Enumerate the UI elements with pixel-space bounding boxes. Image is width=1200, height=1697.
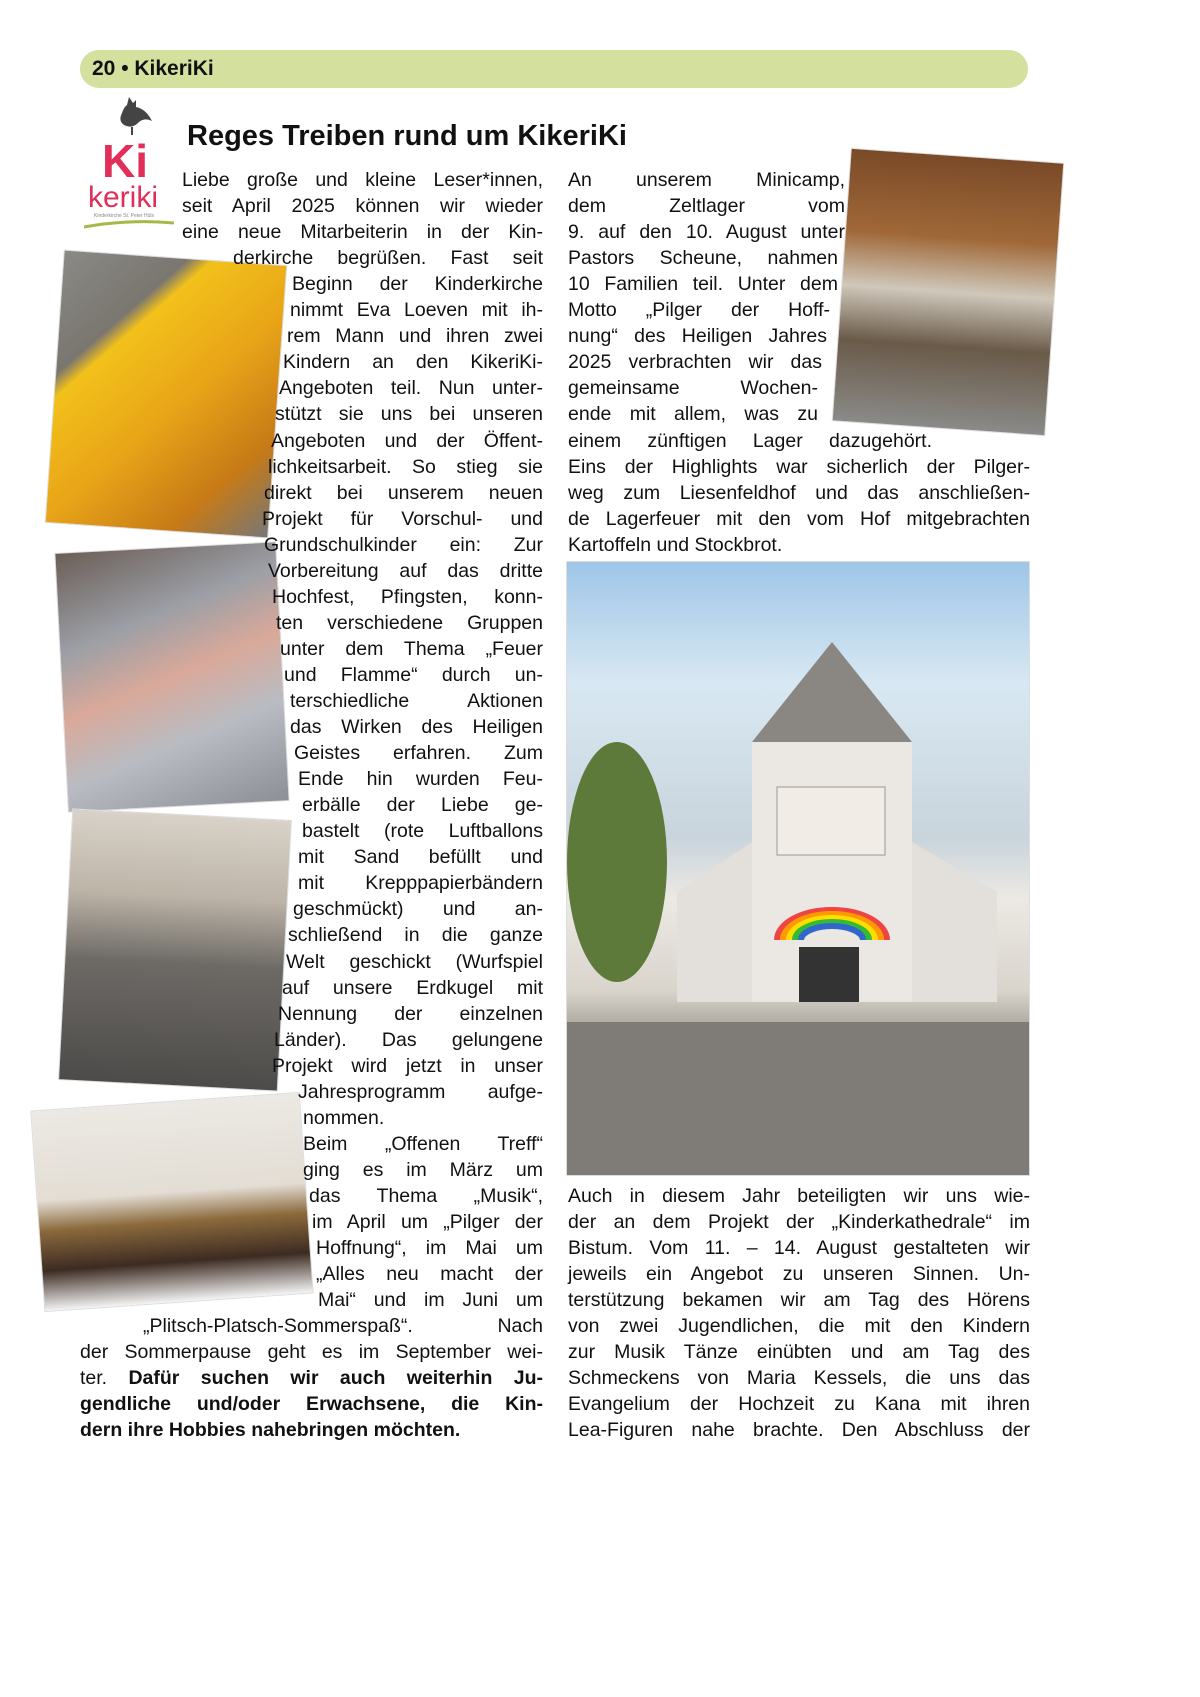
svg-text:Ki: Ki: [102, 135, 148, 187]
left-column-line: Hochfest, Pfingsten, konn-: [272, 585, 543, 608]
right-column-line: ende mit allem, was zu: [568, 403, 818, 426]
bold-emphasis: dern ihre Hobbies nahebringen möchten.: [80, 1419, 461, 1442]
left-column-line: Hoffnung“, im Mai um: [316, 1237, 543, 1260]
left-column-line: „Plitsch-Platsch-Sommerspaß“. Nach: [143, 1315, 543, 1338]
right-column-line: der an dem Projekt der „Kinderkathedrale“ im: [568, 1211, 1030, 1234]
right-column-line: de Lagerfeuer mit den vom Hof mitgebrachten: [568, 507, 1030, 530]
right-column-line: 10 Familien teil. Unter dem: [568, 273, 838, 296]
left-column-line: geschmückt) und an-: [293, 898, 543, 921]
right-column-line: 9. auf den 10. August unter: [568, 221, 845, 244]
svg-text:keriki: keriki: [88, 181, 159, 214]
left-column-line: schließend in die ganze: [288, 924, 543, 947]
left-column-line: Nennung der einzelnen: [278, 1002, 543, 1025]
left-column-line: Kindern an den KikeriKi-: [283, 351, 543, 374]
left-column-line: Mai“ und im Juni um: [318, 1289, 543, 1312]
left-column-line: das Wirken des Heiligen: [290, 716, 543, 739]
right-column-line: einem zünftigen Lager dazugehört.: [568, 429, 932, 452]
right-column-line: Evangelium der Hochzeit zu Kana mit ihren: [568, 1393, 1030, 1416]
right-column-line: dem Zeltlager vom: [568, 195, 845, 218]
photo-nativity-figures: [31, 1093, 312, 1311]
right-column-line: terstützung bekamen wir am Tag des Hörens: [568, 1289, 1030, 1312]
bold-emphasis: Dafür suchen wir auch weiterhin Ju-: [128, 1367, 543, 1390]
church-illustration: [567, 562, 1029, 1175]
left-column-line: [80, 1417, 543, 1443]
left-column-line: terschiedliche Aktionen: [290, 690, 543, 712]
left-column-line: das Thema „Musik“,: [309, 1184, 543, 1207]
left-column-line: nimmt Eva Loeven mit ih-: [290, 299, 543, 322]
left-column-line: ten verschiedene Gruppen: [276, 611, 543, 634]
left-column-line: nommen.: [303, 1106, 385, 1129]
right-column-line: zur Musik Tänze einübten und am Tag des: [568, 1341, 1030, 1364]
right-column-line: gemeinsame Wochen-: [568, 377, 818, 400]
right-column-line: Schmeckens von Maria Kessels, die uns das: [568, 1367, 1030, 1390]
right-column-line: jeweils ein Angebot zu unseren Sinnen. Un-: [568, 1263, 1030, 1286]
left-column-line: Beginn der Kinderkirche: [292, 273, 543, 296]
page-header-bar: [80, 50, 1028, 88]
right-column-line: Motto „Pilger der Hoff-: [568, 299, 830, 322]
left-column-line: Jahresprogramm aufge-: [298, 1080, 543, 1103]
left-column-line: Länder). Das gelungene: [274, 1028, 543, 1051]
right-column-line: nung“ des Heiligen Jahres: [568, 325, 827, 348]
left-column-line: direkt bei unserem neuen: [264, 481, 543, 504]
page-number-label: 20 • KikeriKi: [92, 57, 214, 80]
left-column-line: Geistes erfahren. Zum: [294, 742, 543, 765]
article-title: Reges Treiben rund um KikeriKi: [187, 120, 627, 152]
right-column-line: weg zum Liesenfeldhof und das anschließen-: [568, 481, 1030, 504]
left-column-line: bastelt (rote Luftballons: [302, 820, 543, 843]
left-column-line: ging es im März um: [303, 1158, 543, 1181]
left-column-line: erbälle der Liebe ge-: [302, 794, 543, 817]
bold-emphasis: gendliche und/oder Erwachsene, die Kin-: [80, 1393, 543, 1416]
left-column-line: eine neue Mitarbeiterin in der Kin-: [182, 221, 543, 244]
right-column-line: Bistum. Vom 11. – 14. August gestalteten wir: [568, 1237, 1030, 1260]
left-column-line: Projekt für Vorschul- und: [262, 507, 543, 530]
left-column-line: der Sommerpause geht es im September wei-: [80, 1341, 543, 1364]
right-column-line: Lea-Figuren nahe brachte. Den Abschluss der: [568, 1419, 1030, 1442]
left-column-line: lichkeitsarbeit. So stieg sie: [268, 455, 543, 478]
right-column-line: von zwei Jugendlichen, die mit den Kindern: [568, 1315, 1030, 1338]
left-column-line: derkirche begrüßen. Fast seit: [233, 247, 543, 270]
photo-children-yellow-box: [46, 251, 286, 538]
right-column-line: An unserem Minicamp,: [568, 169, 845, 191]
left-column-line: unter dem Thema „Feuer: [280, 637, 543, 660]
left-column-line: und Flamme“ durch un-: [284, 663, 543, 686]
left-column-line: rem Mann und ihren zwei: [287, 325, 543, 348]
photo-barn-camp-tables: [833, 149, 1063, 435]
photo-hands-water-tub: [55, 542, 288, 811]
left-column-line: [80, 1391, 543, 1417]
left-column-line: im April um „Pilger der: [312, 1211, 543, 1233]
right-column-line: Auch in diesem Jahr beteiligten wir uns wie-: [568, 1185, 1030, 1207]
left-column-line: mit Krepppapierbändern: [298, 872, 543, 895]
right-column-line: Eins der Highlights war sicherlich der Pilger-: [568, 455, 1030, 478]
left-column-line: seit April 2025 können wir wieder: [182, 195, 543, 218]
left-column-line: Vorbereitung auf das dritte: [268, 559, 543, 582]
right-column-line: Pastors Scheune, nahmen: [568, 247, 838, 270]
left-column-line: Grundschulkinder ein: Zur: [264, 533, 543, 556]
left-column-line: Liebe große und kleine Leser*innen,: [182, 169, 543, 191]
left-column-line: Welt geschickt (Wurfspiel: [286, 950, 543, 973]
left-column-line: Angeboten und der Öffent-: [271, 429, 543, 452]
left-column-line: auf unsere Erdkugel mit: [282, 976, 543, 999]
left-column-line: Ende hin wurden Feu-: [298, 768, 543, 791]
left-column-line: Projekt wird jetzt in unser: [272, 1054, 543, 1077]
left-column-line: Angeboten teil. Nun unter-: [279, 377, 543, 400]
svg-text:Kinderkirche St. Peter Hüls: Kinderkirche St. Peter Hüls: [94, 213, 155, 219]
left-column-line: Beim „Offenen Treff“: [303, 1132, 543, 1155]
left-column-line: ter. Dafür suchen wir auch weiterhin Ju-: [80, 1367, 543, 1390]
left-column-line: stützt sie uns bei unseren: [275, 403, 543, 426]
kikeriki-logo: [84, 95, 176, 230]
left-column-line: mit Sand befüllt und: [298, 846, 543, 869]
left-column-line: „Alles neu macht der: [316, 1263, 543, 1286]
right-column-line: 2025 verbrachten wir das: [568, 351, 822, 374]
right-column-line: Kartoffeln und Stockbrot.: [568, 533, 783, 556]
photo-group-activity-room: [59, 809, 291, 1090]
photo-church-kinderkirche: [567, 562, 1029, 1175]
rooster-icon: [84, 95, 176, 230]
